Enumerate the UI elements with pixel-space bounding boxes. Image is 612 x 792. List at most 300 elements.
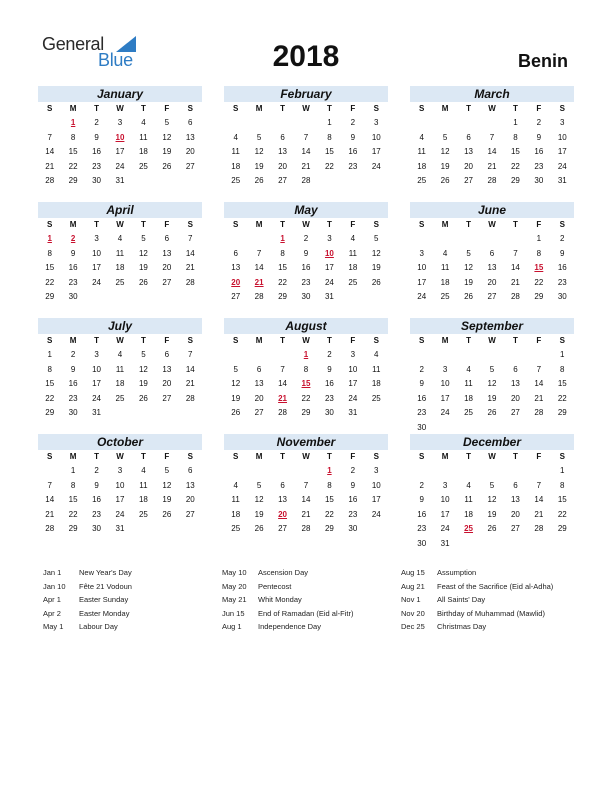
weekday-label: T bbox=[512, 336, 518, 345]
empty-day-cell bbox=[457, 116, 480, 131]
day-cell: 22 bbox=[557, 509, 567, 519]
day-cell: 7 bbox=[47, 132, 52, 142]
empty-day-cell bbox=[433, 232, 456, 247]
day-cell: 24 bbox=[115, 509, 125, 519]
day-cell: 19 bbox=[138, 379, 148, 388]
empty-day-cell bbox=[410, 464, 433, 479]
day-cell: 21 bbox=[510, 277, 520, 287]
day-cell: 8 bbox=[70, 480, 76, 490]
day-cell: 7 bbox=[303, 480, 309, 490]
weekday-label: S bbox=[47, 220, 53, 229]
day-cell: 12 bbox=[440, 147, 450, 156]
weekday-label: W bbox=[488, 452, 496, 461]
day-cell: 28 bbox=[185, 277, 195, 287]
day-cell: 23 bbox=[417, 524, 427, 533]
day-cell: 24 bbox=[324, 277, 334, 287]
day-cell: 13 bbox=[231, 263, 241, 272]
day-cell: 29 bbox=[68, 524, 78, 533]
day-cell: 5 bbox=[256, 480, 262, 490]
weekday-label: S bbox=[559, 336, 565, 345]
day-cell: 28 bbox=[510, 292, 520, 301]
day-cell: 22 bbox=[68, 509, 78, 519]
day-cell: 14 bbox=[487, 147, 497, 156]
day-cell: 24 bbox=[371, 161, 381, 171]
weekday-label: T bbox=[140, 336, 146, 345]
weekday-label: W bbox=[302, 104, 310, 113]
weekday-label: W bbox=[116, 336, 124, 345]
day-cell: 23 bbox=[417, 408, 427, 417]
holiday-name: Labour Day bbox=[79, 622, 118, 632]
day-cell: 6 bbox=[280, 132, 285, 142]
weekday-label: T bbox=[280, 104, 285, 113]
holiday-name: Whit Monday bbox=[258, 595, 302, 605]
holiday-column bbox=[222, 566, 353, 634]
day-cell: 23 bbox=[348, 509, 358, 519]
holiday-day-cell: 2 bbox=[70, 234, 76, 243]
day-cell: 7 bbox=[489, 132, 495, 142]
holiday-column bbox=[401, 566, 553, 634]
day-cell: 25 bbox=[417, 176, 427, 185]
day-cell: 24 bbox=[348, 393, 358, 403]
day-cell: 23 bbox=[324, 393, 334, 403]
empty-day-cell bbox=[527, 464, 550, 479]
day-cell: 19 bbox=[487, 509, 497, 519]
day-cell: 29 bbox=[278, 292, 288, 301]
weekday-label: W bbox=[116, 104, 124, 113]
day-cell: 21 bbox=[185, 263, 195, 272]
weekday-label: M bbox=[69, 104, 77, 113]
weekday-label: S bbox=[233, 452, 239, 461]
day-cell: 16 bbox=[324, 379, 334, 388]
day-cell: 22 bbox=[68, 161, 78, 171]
month-name: May bbox=[224, 202, 388, 218]
day-cell: 4 bbox=[466, 364, 471, 374]
day-cell: 20 bbox=[185, 147, 195, 156]
day-cell: 27 bbox=[464, 176, 474, 185]
day-cell: 10 bbox=[440, 379, 450, 388]
empty-day-cell bbox=[410, 232, 433, 247]
holiday-name: New Year's Day bbox=[79, 568, 132, 577]
holiday-day-cell: 1 bbox=[70, 118, 76, 127]
day-cell: 8 bbox=[513, 132, 518, 142]
weekday-label: S bbox=[373, 220, 379, 229]
day-cell: 29 bbox=[534, 292, 544, 301]
day-cell: 25 bbox=[348, 277, 358, 287]
day-cell: 5 bbox=[164, 118, 170, 127]
weekday-label: S bbox=[373, 452, 379, 461]
day-cell: 3 bbox=[117, 466, 123, 475]
weekday-label: S bbox=[47, 452, 53, 461]
holiday-entry bbox=[401, 620, 553, 634]
day-cell: 24 bbox=[92, 277, 102, 287]
day-cell: 15 bbox=[45, 379, 55, 388]
weekday-label: S bbox=[419, 336, 425, 345]
day-cell: 27 bbox=[162, 393, 172, 403]
day-cell: 10 bbox=[371, 480, 381, 490]
weekday-label: W bbox=[302, 452, 310, 461]
day-cell: 13 bbox=[185, 132, 195, 142]
day-cell: 21 bbox=[301, 509, 311, 519]
day-cell: 5 bbox=[466, 248, 471, 258]
weekday-label: M bbox=[255, 452, 263, 461]
holiday-entry bbox=[401, 607, 553, 621]
holiday-date: Apr 1 bbox=[43, 595, 61, 605]
day-cell: 20 bbox=[510, 509, 520, 519]
day-cell: 5 bbox=[489, 364, 495, 374]
day-cell: 31 bbox=[92, 408, 102, 417]
day-cell: 13 bbox=[162, 248, 172, 258]
empty-day-cell bbox=[271, 348, 294, 363]
holiday-column bbox=[43, 566, 132, 634]
day-cell: 11 bbox=[440, 263, 450, 272]
holiday-day-cell: 10 bbox=[324, 248, 334, 258]
day-cell: 8 bbox=[303, 364, 309, 374]
weekday-label: F bbox=[536, 336, 542, 345]
empty-day-cell bbox=[457, 232, 480, 247]
day-cell: 25 bbox=[138, 161, 148, 171]
day-cell: 22 bbox=[534, 277, 544, 287]
weekday-label: M bbox=[441, 452, 449, 461]
month-name: September bbox=[410, 318, 574, 334]
day-cell: 16 bbox=[68, 263, 78, 272]
day-cell: 14 bbox=[185, 364, 195, 374]
day-cell: 17 bbox=[371, 147, 381, 156]
weekday-label: F bbox=[164, 220, 170, 229]
day-cell: 18 bbox=[231, 161, 241, 171]
weekday-label: F bbox=[536, 104, 542, 113]
day-cell: 25 bbox=[464, 408, 474, 417]
day-cell: 23 bbox=[68, 393, 78, 403]
weekday-label: T bbox=[140, 220, 146, 229]
empty-day-cell bbox=[410, 116, 433, 131]
empty-day-cell bbox=[294, 464, 317, 479]
day-cell: 25 bbox=[440, 292, 450, 301]
day-cell: 25 bbox=[115, 393, 125, 403]
day-cell: 16 bbox=[348, 495, 358, 504]
day-cell: 25 bbox=[138, 509, 148, 519]
day-cell: 22 bbox=[301, 393, 311, 403]
day-cell: 19 bbox=[138, 263, 148, 272]
day-cell: 28 bbox=[487, 176, 497, 185]
empty-day-cell bbox=[224, 348, 247, 363]
day-cell: 27 bbox=[487, 292, 497, 301]
day-cell: 17 bbox=[348, 379, 358, 388]
weekday-label: F bbox=[536, 220, 542, 229]
empty-day-cell bbox=[224, 232, 247, 247]
day-cell: 20 bbox=[162, 263, 172, 272]
day-cell: 26 bbox=[371, 277, 381, 287]
day-cell: 22 bbox=[278, 277, 288, 287]
day-cell: 21 bbox=[45, 161, 55, 171]
day-cell: 2 bbox=[536, 118, 542, 127]
empty-day-cell bbox=[271, 116, 294, 131]
day-cell: 17 bbox=[324, 263, 334, 272]
weekday-label: M bbox=[69, 220, 77, 229]
day-cell: 6 bbox=[188, 466, 193, 475]
weekday-label: W bbox=[488, 220, 496, 229]
day-cell: 9 bbox=[560, 248, 565, 258]
day-cell: 13 bbox=[464, 147, 474, 156]
day-cell: 2 bbox=[94, 118, 99, 127]
day-cell: 15 bbox=[324, 495, 334, 504]
day-cell: 11 bbox=[115, 364, 125, 374]
day-cell: 18 bbox=[371, 379, 381, 388]
day-cell: 19 bbox=[254, 161, 264, 171]
weekday-label: W bbox=[116, 220, 124, 229]
holiday-date: Nov 1 bbox=[401, 595, 421, 605]
day-cell: 22 bbox=[324, 161, 334, 171]
day-cell: 26 bbox=[138, 393, 148, 403]
weekday-label: S bbox=[187, 336, 193, 345]
logo-text-general: General bbox=[42, 34, 104, 54]
holiday-day-cell: 20 bbox=[278, 509, 288, 519]
weekday-label: T bbox=[140, 452, 146, 461]
day-cell: 26 bbox=[254, 524, 264, 533]
day-cell: 23 bbox=[301, 277, 311, 287]
day-cell: 5 bbox=[256, 132, 262, 142]
month-name: December bbox=[410, 434, 574, 450]
day-cell: 10 bbox=[115, 480, 125, 490]
weekday-label: M bbox=[69, 452, 77, 461]
month-january bbox=[38, 86, 202, 189]
holiday-day-cell: 20 bbox=[231, 277, 241, 287]
day-cell: 5 bbox=[442, 132, 448, 142]
month-name: April bbox=[38, 202, 202, 218]
day-cell: 28 bbox=[185, 393, 195, 403]
day-cell: 7 bbox=[280, 364, 285, 374]
day-cell: 27 bbox=[185, 161, 195, 171]
empty-day-cell bbox=[527, 348, 550, 363]
day-cell: 23 bbox=[348, 161, 358, 171]
day-cell: 3 bbox=[94, 234, 99, 243]
day-cell: 8 bbox=[327, 132, 332, 142]
day-cell: 6 bbox=[466, 132, 471, 142]
day-cell: 15 bbox=[278, 263, 288, 272]
day-cell: 16 bbox=[557, 263, 567, 272]
day-cell: 9 bbox=[350, 480, 356, 490]
weekday-label: M bbox=[441, 220, 449, 229]
day-cell: 24 bbox=[92, 393, 102, 403]
day-cell: 30 bbox=[534, 176, 544, 185]
day-cell: 17 bbox=[115, 147, 125, 156]
day-cell: 6 bbox=[233, 248, 238, 258]
month-march bbox=[410, 86, 574, 189]
day-cell: 14 bbox=[534, 379, 544, 388]
day-cell: 18 bbox=[464, 509, 474, 519]
month-february bbox=[224, 86, 388, 189]
holiday-date: Jun 15 bbox=[222, 608, 245, 618]
weekday-label: S bbox=[233, 220, 239, 229]
day-cell: 26 bbox=[487, 524, 497, 533]
holiday-entry bbox=[43, 580, 132, 594]
day-cell: 18 bbox=[115, 379, 125, 388]
day-cell: 8 bbox=[327, 480, 332, 490]
month-name: February bbox=[224, 86, 388, 102]
day-cell: 1 bbox=[560, 350, 565, 359]
day-cell: 17 bbox=[115, 495, 125, 504]
weekday-label: T bbox=[280, 220, 285, 229]
day-cell: 5 bbox=[233, 364, 238, 374]
day-cell: 4 bbox=[141, 118, 146, 127]
day-cell: 19 bbox=[162, 495, 172, 504]
weekday-label: T bbox=[326, 452, 332, 461]
day-cell: 27 bbox=[254, 408, 264, 417]
day-cell: 30 bbox=[68, 292, 78, 301]
day-cell: 31 bbox=[115, 524, 125, 533]
day-cell: 5 bbox=[141, 350, 146, 359]
day-cell: 7 bbox=[303, 132, 309, 142]
holiday-date: Apr 2 bbox=[43, 608, 61, 618]
day-cell: 12 bbox=[254, 495, 264, 504]
weekday-label: T bbox=[512, 220, 518, 229]
day-cell: 29 bbox=[68, 176, 78, 185]
day-cell: 26 bbox=[487, 408, 497, 417]
day-cell: 11 bbox=[139, 480, 148, 490]
empty-day-cell bbox=[247, 232, 270, 247]
holiday-date: Nov 20 bbox=[401, 608, 425, 618]
day-cell: 5 bbox=[489, 480, 495, 490]
month-name: August bbox=[224, 318, 388, 334]
weekday-label: T bbox=[512, 104, 518, 113]
weekday-label: F bbox=[164, 452, 170, 461]
day-cell: 18 bbox=[138, 147, 148, 156]
day-cell: 10 bbox=[557, 132, 567, 142]
day-cell: 26 bbox=[231, 408, 241, 417]
empty-day-cell bbox=[247, 116, 270, 131]
day-cell: 22 bbox=[45, 277, 55, 287]
month-september bbox=[410, 318, 574, 435]
weekday-label: T bbox=[326, 336, 332, 345]
holiday-day-cell: 21 bbox=[278, 393, 288, 403]
weekday-label: T bbox=[94, 336, 99, 345]
weekday-label: S bbox=[187, 220, 193, 229]
day-cell: 14 bbox=[301, 147, 311, 156]
day-cell: 6 bbox=[164, 234, 170, 243]
day-cell: 2 bbox=[94, 466, 99, 475]
day-cell: 4 bbox=[374, 350, 379, 359]
day-cell: 17 bbox=[92, 379, 102, 388]
weekday-label: S bbox=[419, 220, 425, 229]
weekday-label: S bbox=[47, 104, 53, 113]
day-cell: 5 bbox=[164, 466, 170, 475]
day-cell: 13 bbox=[162, 364, 172, 374]
holiday-entry bbox=[43, 620, 132, 634]
empty-day-cell bbox=[433, 464, 456, 479]
year-title: 2018 bbox=[272, 40, 340, 73]
day-cell: 1 bbox=[536, 234, 542, 243]
holiday-name: Christmas Day bbox=[437, 622, 487, 632]
weekday-label: S bbox=[233, 104, 239, 113]
day-cell: 4 bbox=[117, 234, 123, 243]
day-cell: 3 bbox=[374, 466, 379, 475]
holiday-name: Birthday of Muhammad (Mawlid) bbox=[437, 608, 545, 618]
weekday-label: F bbox=[536, 452, 542, 461]
day-cell: 18 bbox=[464, 393, 474, 403]
day-cell: 3 bbox=[117, 118, 123, 127]
day-cell: 9 bbox=[350, 132, 356, 142]
day-cell: 3 bbox=[419, 248, 424, 258]
empty-day-cell bbox=[480, 116, 503, 131]
day-cell: 21 bbox=[534, 509, 544, 519]
day-cell: 9 bbox=[94, 480, 99, 490]
day-cell: 17 bbox=[440, 509, 450, 519]
day-cell: 20 bbox=[162, 379, 172, 388]
month-november bbox=[224, 434, 388, 537]
holiday-date: Aug 1 bbox=[222, 622, 242, 632]
month-name: January bbox=[38, 86, 202, 102]
day-cell: 7 bbox=[536, 364, 542, 374]
day-cell: 10 bbox=[92, 364, 102, 374]
day-cell: 19 bbox=[487, 393, 497, 403]
weekday-label: M bbox=[255, 104, 263, 113]
day-cell: 26 bbox=[464, 292, 474, 301]
day-cell: 9 bbox=[419, 495, 424, 504]
day-cell: 20 bbox=[487, 277, 497, 287]
empty-day-cell bbox=[224, 464, 247, 479]
country-name: Benin bbox=[517, 51, 568, 71]
day-cell: 15 bbox=[557, 495, 567, 504]
holiday-day-cell: 1 bbox=[47, 234, 52, 243]
holiday-date: Aug 15 bbox=[401, 568, 425, 577]
empty-day-cell bbox=[38, 116, 61, 131]
day-cell: 24 bbox=[417, 292, 427, 301]
day-cell: 19 bbox=[440, 161, 450, 171]
day-cell: 24 bbox=[440, 408, 450, 417]
holiday-name: Independence Day bbox=[258, 622, 321, 632]
day-cell: 9 bbox=[536, 132, 542, 142]
day-cell: 3 bbox=[327, 234, 332, 243]
day-cell: 11 bbox=[139, 132, 148, 142]
day-cell: 12 bbox=[231, 379, 241, 388]
weekday-label: S bbox=[559, 220, 565, 229]
day-cell: 8 bbox=[47, 248, 52, 258]
day-cell: 12 bbox=[138, 248, 148, 258]
day-cell: 24 bbox=[371, 509, 381, 519]
day-cell: 30 bbox=[301, 292, 311, 301]
day-cell: 22 bbox=[557, 393, 567, 403]
day-cell: 27 bbox=[510, 408, 520, 417]
month-name: July bbox=[38, 318, 202, 334]
holiday-entry bbox=[43, 593, 132, 607]
day-cell: 28 bbox=[534, 408, 544, 417]
month-name: March bbox=[410, 86, 574, 102]
day-cell: 21 bbox=[301, 161, 311, 171]
day-cell: 24 bbox=[115, 161, 125, 171]
empty-day-cell bbox=[433, 116, 456, 131]
day-cell: 17 bbox=[417, 277, 427, 287]
day-cell: 28 bbox=[45, 176, 55, 185]
holiday-day-cell: 15 bbox=[301, 379, 311, 388]
day-cell: 28 bbox=[534, 524, 544, 533]
day-cell: 7 bbox=[47, 480, 52, 490]
day-cell: 29 bbox=[45, 292, 55, 301]
day-cell: 24 bbox=[557, 161, 567, 171]
day-cell: 31 bbox=[348, 408, 358, 417]
month-april bbox=[38, 202, 202, 305]
day-cell: 11 bbox=[348, 248, 357, 258]
day-cell: 1 bbox=[513, 118, 518, 127]
day-cell: 9 bbox=[327, 364, 332, 374]
day-cell: 10 bbox=[92, 248, 102, 258]
holiday-entry bbox=[401, 566, 553, 580]
day-cell: 29 bbox=[301, 408, 311, 417]
day-cell: 3 bbox=[94, 350, 99, 359]
day-cell: 9 bbox=[303, 248, 309, 258]
holiday-entry bbox=[43, 566, 132, 580]
day-cell: 29 bbox=[45, 408, 55, 417]
day-cell: 14 bbox=[534, 495, 544, 504]
weekday-label: T bbox=[280, 336, 285, 345]
